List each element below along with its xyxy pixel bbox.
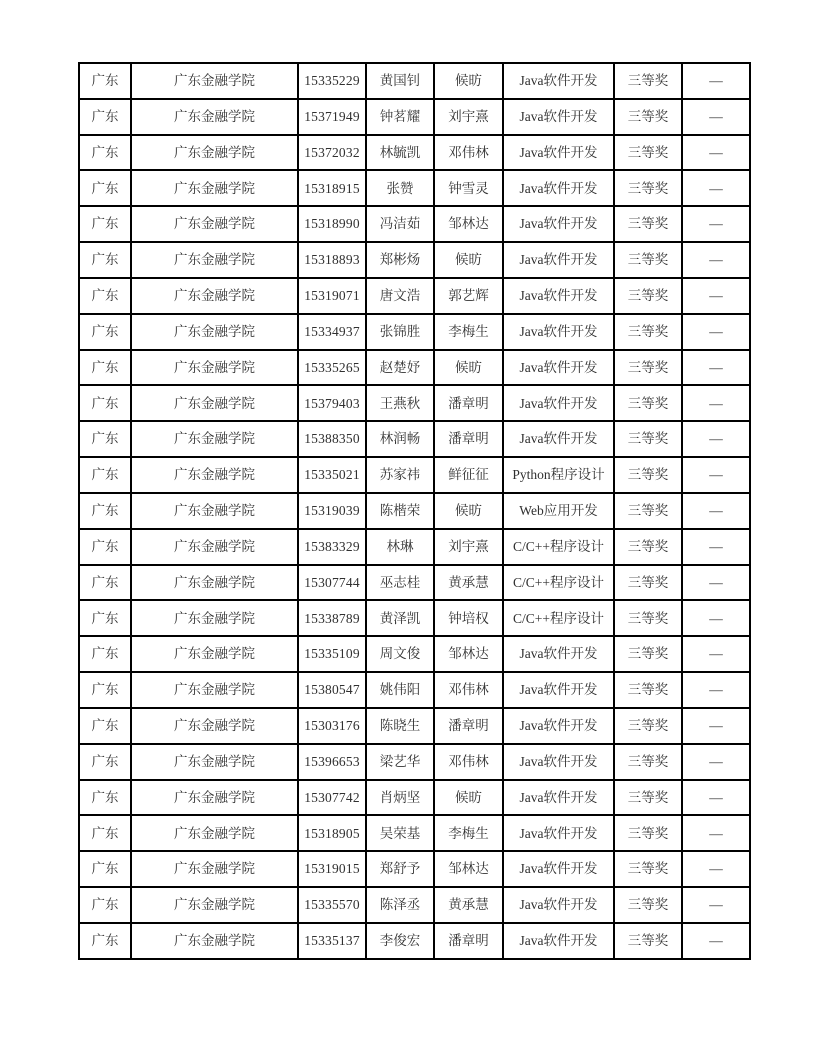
awards-table-body <box>79 63 750 959</box>
cell-name: 郑彬炀 <box>366 242 434 278</box>
cell-advisor: 候昉 <box>434 350 503 386</box>
table-row <box>79 780 750 816</box>
cell-category: Web应用开发 <box>503 493 614 529</box>
cell-student-id: 15319015 <box>298 851 366 887</box>
cell-award: 三等奖 <box>614 708 682 744</box>
cell-advisor: 鲜征征 <box>434 457 503 493</box>
cell-award: 三等奖 <box>614 529 682 565</box>
cell-student-id: 15372032 <box>298 135 366 171</box>
table-row <box>79 600 750 636</box>
cell-award: 三等奖 <box>614 135 682 171</box>
cell-note: — <box>682 708 750 744</box>
cell-category: C/C++程序设计 <box>503 600 614 636</box>
cell-category: Java软件开发 <box>503 636 614 672</box>
cell-student-id: 15380547 <box>298 672 366 708</box>
cell-award: 三等奖 <box>614 385 682 421</box>
cell-award: 三等奖 <box>614 744 682 780</box>
cell-advisor: 潘章明 <box>434 421 503 457</box>
cell-name: 黄泽凯 <box>366 600 434 636</box>
cell-advisor: 邹林达 <box>434 636 503 672</box>
cell-school: 广东金融学院 <box>131 923 298 959</box>
cell-student-id: 15371949 <box>298 99 366 135</box>
cell-student-id: 15335229 <box>298 63 366 99</box>
table-row <box>79 63 750 99</box>
cell-note: — <box>682 923 750 959</box>
table-row <box>79 278 750 314</box>
cell-student-id: 15335021 <box>298 457 366 493</box>
cell-category: Python程序设计 <box>503 457 614 493</box>
cell-category: Java软件开发 <box>503 135 614 171</box>
cell-award: 三等奖 <box>614 636 682 672</box>
cell-note: — <box>682 600 750 636</box>
cell-note: — <box>682 242 750 278</box>
cell-advisor: 刘宇熹 <box>434 99 503 135</box>
cell-note: — <box>682 314 750 350</box>
cell-school: 广东金融学院 <box>131 170 298 206</box>
cell-province: 广东 <box>79 529 131 565</box>
cell-name: 林毓凯 <box>366 135 434 171</box>
cell-award: 三等奖 <box>614 887 682 923</box>
table-row <box>79 636 750 672</box>
cell-name: 张锦胜 <box>366 314 434 350</box>
cell-category: Java软件开发 <box>503 385 614 421</box>
cell-name: 巫志桂 <box>366 565 434 601</box>
cell-advisor: 李梅生 <box>434 815 503 851</box>
table-row <box>79 708 750 744</box>
cell-school: 广东金融学院 <box>131 350 298 386</box>
cell-province: 广东 <box>79 314 131 350</box>
cell-student-id: 15338789 <box>298 600 366 636</box>
cell-award: 三等奖 <box>614 600 682 636</box>
cell-student-id: 15307744 <box>298 565 366 601</box>
table-row <box>79 851 750 887</box>
cell-name: 姚伟阳 <box>366 672 434 708</box>
cell-award: 三等奖 <box>614 923 682 959</box>
cell-category: C/C++程序设计 <box>503 565 614 601</box>
cell-name: 陈楷荣 <box>366 493 434 529</box>
cell-note: — <box>682 744 750 780</box>
cell-school: 广东金融学院 <box>131 600 298 636</box>
cell-province: 广东 <box>79 242 131 278</box>
cell-name: 黄国钊 <box>366 63 434 99</box>
cell-province: 广东 <box>79 600 131 636</box>
cell-award: 三等奖 <box>614 170 682 206</box>
cell-name: 肖炳坚 <box>366 780 434 816</box>
table-row <box>79 206 750 242</box>
cell-school: 广东金融学院 <box>131 314 298 350</box>
cell-school: 广东金融学院 <box>131 493 298 529</box>
cell-province: 广东 <box>79 385 131 421</box>
table-row <box>79 314 750 350</box>
cell-province: 广东 <box>79 672 131 708</box>
table-row <box>79 457 750 493</box>
cell-category: Java软件开发 <box>503 242 614 278</box>
cell-name: 陈晓生 <box>366 708 434 744</box>
cell-student-id: 15379403 <box>298 385 366 421</box>
cell-name: 赵楚妤 <box>366 350 434 386</box>
cell-province: 广东 <box>79 923 131 959</box>
cell-advisor: 黄承慧 <box>434 565 503 601</box>
cell-school: 广东金融学院 <box>131 744 298 780</box>
cell-province: 广东 <box>79 278 131 314</box>
table-row <box>79 565 750 601</box>
table-row <box>79 170 750 206</box>
cell-advisor: 候昉 <box>434 493 503 529</box>
cell-advisor: 邹林达 <box>434 851 503 887</box>
cell-school: 广东金融学院 <box>131 887 298 923</box>
cell-student-id: 15383329 <box>298 529 366 565</box>
cell-advisor: 邓伟林 <box>434 744 503 780</box>
cell-category: Java软件开发 <box>503 350 614 386</box>
cell-province: 广东 <box>79 887 131 923</box>
cell-note: — <box>682 887 750 923</box>
cell-advisor: 黄承慧 <box>434 887 503 923</box>
cell-category: Java软件开发 <box>503 780 614 816</box>
cell-advisor: 钟培权 <box>434 600 503 636</box>
cell-award: 三等奖 <box>614 672 682 708</box>
cell-advisor: 邓伟林 <box>434 135 503 171</box>
cell-province: 广东 <box>79 780 131 816</box>
cell-name: 冯洁茹 <box>366 206 434 242</box>
cell-school: 广东金融学院 <box>131 206 298 242</box>
cell-category: Java软件开发 <box>503 672 614 708</box>
cell-school: 广东金融学院 <box>131 565 298 601</box>
cell-award: 三等奖 <box>614 350 682 386</box>
cell-advisor: 候昉 <box>434 780 503 816</box>
cell-student-id: 15335137 <box>298 923 366 959</box>
cell-note: — <box>682 385 750 421</box>
cell-name: 林琳 <box>366 529 434 565</box>
cell-school: 广东金融学院 <box>131 63 298 99</box>
cell-award: 三等奖 <box>614 206 682 242</box>
cell-note: — <box>682 421 750 457</box>
cell-school: 广东金融学院 <box>131 529 298 565</box>
cell-advisor: 候昉 <box>434 63 503 99</box>
cell-name: 周文俊 <box>366 636 434 672</box>
cell-province: 广东 <box>79 135 131 171</box>
cell-student-id: 15396653 <box>298 744 366 780</box>
cell-award: 三等奖 <box>614 457 682 493</box>
cell-province: 广东 <box>79 636 131 672</box>
cell-name: 陈泽丞 <box>366 887 434 923</box>
cell-school: 广东金融学院 <box>131 780 298 816</box>
cell-student-id: 15319071 <box>298 278 366 314</box>
cell-award: 三等奖 <box>614 815 682 851</box>
table-row <box>79 350 750 386</box>
cell-school: 广东金融学院 <box>131 385 298 421</box>
cell-category: Java软件开发 <box>503 708 614 744</box>
cell-school: 广东金融学院 <box>131 708 298 744</box>
cell-category: Java软件开发 <box>503 421 614 457</box>
cell-province: 广东 <box>79 421 131 457</box>
cell-school: 广东金融学院 <box>131 457 298 493</box>
table-row <box>79 385 750 421</box>
cell-student-id: 15318915 <box>298 170 366 206</box>
cell-name: 唐文浩 <box>366 278 434 314</box>
table-row <box>79 923 750 959</box>
cell-advisor: 潘章明 <box>434 708 503 744</box>
cell-school: 广东金融学院 <box>131 636 298 672</box>
cell-category: Java软件开发 <box>503 887 614 923</box>
cell-province: 广东 <box>79 457 131 493</box>
table-row <box>79 242 750 278</box>
cell-category: Java软件开发 <box>503 815 614 851</box>
cell-school: 广东金融学院 <box>131 851 298 887</box>
cell-category: Java软件开发 <box>503 99 614 135</box>
cell-note: — <box>682 493 750 529</box>
cell-province: 广东 <box>79 350 131 386</box>
cell-student-id: 15318990 <box>298 206 366 242</box>
cell-name: 钟茗耀 <box>366 99 434 135</box>
cell-student-id: 15335265 <box>298 350 366 386</box>
cell-note: — <box>682 780 750 816</box>
cell-award: 三等奖 <box>614 565 682 601</box>
cell-note: — <box>682 135 750 171</box>
cell-category: Java软件开发 <box>503 206 614 242</box>
cell-note: — <box>682 278 750 314</box>
cell-note: — <box>682 206 750 242</box>
cell-province: 广东 <box>79 815 131 851</box>
cell-student-id: 15307742 <box>298 780 366 816</box>
cell-name: 林润畅 <box>366 421 434 457</box>
cell-award: 三等奖 <box>614 780 682 816</box>
cell-province: 广东 <box>79 206 131 242</box>
table-row <box>79 529 750 565</box>
cell-province: 广东 <box>79 99 131 135</box>
cell-student-id: 15318893 <box>298 242 366 278</box>
cell-award: 三等奖 <box>614 63 682 99</box>
cell-advisor: 钟雪灵 <box>434 170 503 206</box>
cell-award: 三等奖 <box>614 314 682 350</box>
cell-school: 广东金融学院 <box>131 815 298 851</box>
table-row <box>79 815 750 851</box>
cell-award: 三等奖 <box>614 493 682 529</box>
cell-student-id: 15303176 <box>298 708 366 744</box>
cell-category: Java软件开发 <box>503 923 614 959</box>
cell-note: — <box>682 672 750 708</box>
cell-student-id: 15318905 <box>298 815 366 851</box>
cell-note: — <box>682 457 750 493</box>
cell-school: 广东金融学院 <box>131 135 298 171</box>
cell-note: — <box>682 851 750 887</box>
cell-student-id: 15388350 <box>298 421 366 457</box>
cell-category: Java软件开发 <box>503 744 614 780</box>
cell-note: — <box>682 529 750 565</box>
cell-province: 广东 <box>79 170 131 206</box>
cell-category: Java软件开发 <box>503 170 614 206</box>
cell-name: 李俊宏 <box>366 923 434 959</box>
cell-note: — <box>682 636 750 672</box>
cell-award: 三等奖 <box>614 851 682 887</box>
cell-province: 广东 <box>79 493 131 529</box>
cell-province: 广东 <box>79 565 131 601</box>
cell-name: 郑舒予 <box>366 851 434 887</box>
cell-province: 广东 <box>79 851 131 887</box>
cell-category: Java软件开发 <box>503 63 614 99</box>
cell-school: 广东金融学院 <box>131 99 298 135</box>
cell-student-id: 15334937 <box>298 314 366 350</box>
table-row <box>79 744 750 780</box>
awards-table <box>78 62 751 960</box>
cell-advisor: 邹林达 <box>434 206 503 242</box>
cell-advisor: 李梅生 <box>434 314 503 350</box>
cell-advisor: 邓伟林 <box>434 672 503 708</box>
table-row <box>79 493 750 529</box>
cell-school: 广东金融学院 <box>131 242 298 278</box>
cell-province: 广东 <box>79 744 131 780</box>
cell-category: C/C++程序设计 <box>503 529 614 565</box>
cell-student-id: 15335109 <box>298 636 366 672</box>
table-row <box>79 421 750 457</box>
cell-advisor: 潘章明 <box>434 923 503 959</box>
cell-student-id: 15335570 <box>298 887 366 923</box>
cell-note: — <box>682 565 750 601</box>
cell-name: 吴荣基 <box>366 815 434 851</box>
cell-advisor: 潘章明 <box>434 385 503 421</box>
cell-award: 三等奖 <box>614 278 682 314</box>
cell-category: Java软件开发 <box>503 314 614 350</box>
cell-school: 广东金融学院 <box>131 672 298 708</box>
cell-school: 广东金融学院 <box>131 421 298 457</box>
cell-student-id: 15319039 <box>298 493 366 529</box>
cell-name: 张赞 <box>366 170 434 206</box>
cell-category: Java软件开发 <box>503 851 614 887</box>
cell-advisor: 刘宇熹 <box>434 529 503 565</box>
cell-note: — <box>682 170 750 206</box>
table-row <box>79 135 750 171</box>
cell-advisor: 郭艺辉 <box>434 278 503 314</box>
cell-province: 广东 <box>79 63 131 99</box>
table-row <box>79 887 750 923</box>
cell-advisor: 候昉 <box>434 242 503 278</box>
cell-award: 三等奖 <box>614 99 682 135</box>
awards-table-container <box>78 62 751 960</box>
cell-school: 广东金融学院 <box>131 278 298 314</box>
cell-award: 三等奖 <box>614 421 682 457</box>
cell-note: — <box>682 815 750 851</box>
cell-note: — <box>682 350 750 386</box>
cell-name: 梁艺华 <box>366 744 434 780</box>
cell-name: 苏家祎 <box>366 457 434 493</box>
cell-category: Java软件开发 <box>503 278 614 314</box>
cell-note: — <box>682 99 750 135</box>
table-row <box>79 672 750 708</box>
cell-province: 广东 <box>79 708 131 744</box>
cell-note: — <box>682 63 750 99</box>
cell-award: 三等奖 <box>614 242 682 278</box>
table-row <box>79 99 750 135</box>
cell-name: 王燕秋 <box>366 385 434 421</box>
